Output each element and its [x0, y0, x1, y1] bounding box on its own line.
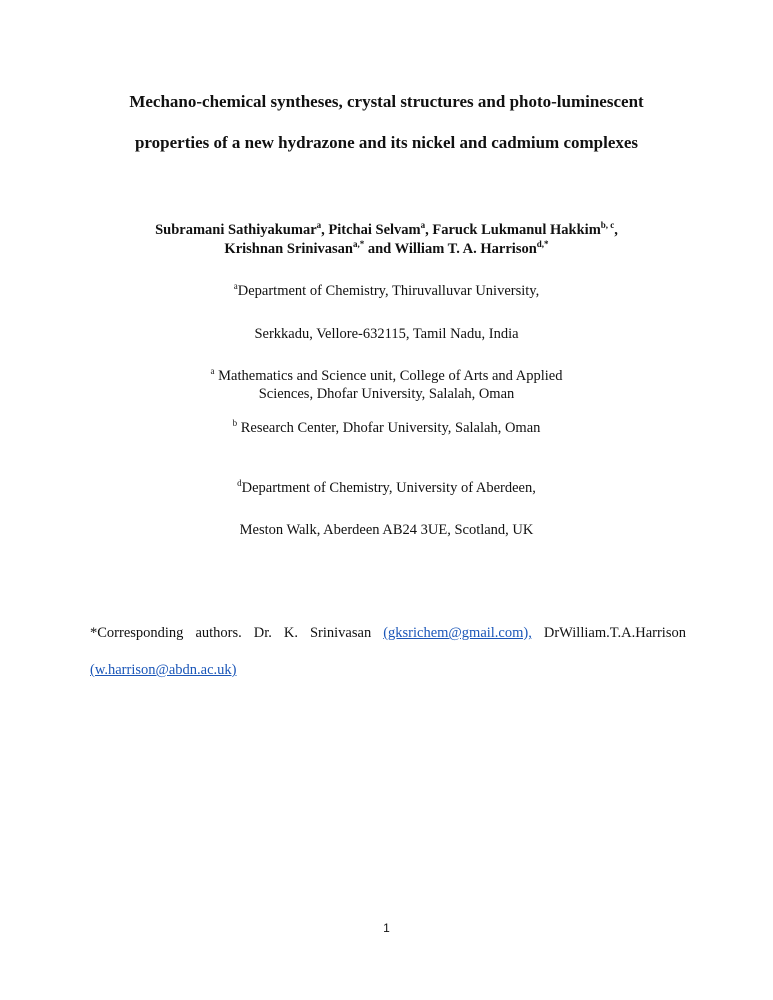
- author-separator: ,: [614, 222, 618, 238]
- affiliation-text: Research Center, Dhofar University, Salalah, Oman: [237, 420, 541, 436]
- author-separator: ,: [425, 222, 433, 238]
- corresponding-word: Srinivasan: [309, 625, 372, 641]
- corresponding-word: K.: [283, 625, 298, 641]
- corresponding-authors-line-2: [90, 661, 686, 679]
- email-link-harrison[interactable]: (w.harrison@abdn.ac.uk): [90, 662, 237, 678]
- affiliation-b-line-1: [0, 419, 773, 437]
- affiliation-mark: b: [232, 418, 238, 429]
- author-name: Pitchai Selvam: [328, 222, 421, 238]
- author-affiliation-mark: a: [420, 220, 426, 231]
- affiliation-a-line-1: [0, 282, 773, 300]
- affiliation-mark: a: [233, 281, 238, 292]
- affiliation-mark: a: [210, 366, 215, 377]
- author-list-line-1: [0, 221, 773, 240]
- author-name: William T. A. Harrison: [394, 241, 537, 257]
- affiliation-c-line-1: [0, 367, 773, 385]
- author-list-line-2: [0, 240, 773, 259]
- corresponding-authors-line-1: [90, 624, 686, 642]
- affiliation-d-line-1: [0, 479, 773, 497]
- corresponding-word: authors.: [195, 625, 242, 641]
- affiliation-text: Mathematics and Science unit, College of Arts and Applied: [214, 368, 563, 384]
- affiliation-mark: d: [237, 478, 242, 489]
- affiliation-d-line-2: Meston Walk, Aberdeen AB24 3UE, Scotland, UK: [239, 522, 534, 538]
- email-link-srinivasan[interactable]: (gksrichem@gmail.com),: [383, 625, 532, 641]
- author-affiliation-mark: d,*: [536, 239, 549, 250]
- author-name: Faruck Lukmanul Hakkim: [432, 222, 601, 238]
- page-number: 1: [383, 921, 390, 935]
- author-name: Subramani Sathiyakumar: [155, 222, 317, 238]
- affiliation-a-line-2: Serkkadu, Vellore-632115, Tamil Nadu, India: [254, 326, 519, 342]
- author-name: Krishnan Srinivasan: [224, 241, 353, 257]
- corresponding-word: *Corresponding: [90, 625, 184, 641]
- author-affiliation-mark: b, c: [600, 220, 615, 231]
- corresponding-word: Dr.: [253, 625, 272, 641]
- affiliation-text: Department of Chemistry, Thiruvalluvar University,: [237, 283, 540, 299]
- corresponding-word: DrWilliam.T.A.Harrison: [543, 625, 686, 641]
- title-line-1: Mechano-chemical syntheses, crystal structures and photo-luminescent: [129, 92, 644, 111]
- author-separator: ,: [321, 222, 329, 238]
- title-line-2: properties of a new hydrazone and its nickel and cadmium complexes: [134, 133, 639, 152]
- affiliation-text: Department of Chemistry, University of Aberdeen,: [241, 480, 536, 496]
- author-affiliation-mark: a: [316, 220, 322, 231]
- author-affiliation-mark: a,*: [352, 239, 365, 250]
- author-separator: and: [364, 241, 395, 257]
- affiliation-c-line-2: Sciences, Dhofar University, Salalah, Oman: [258, 386, 515, 402]
